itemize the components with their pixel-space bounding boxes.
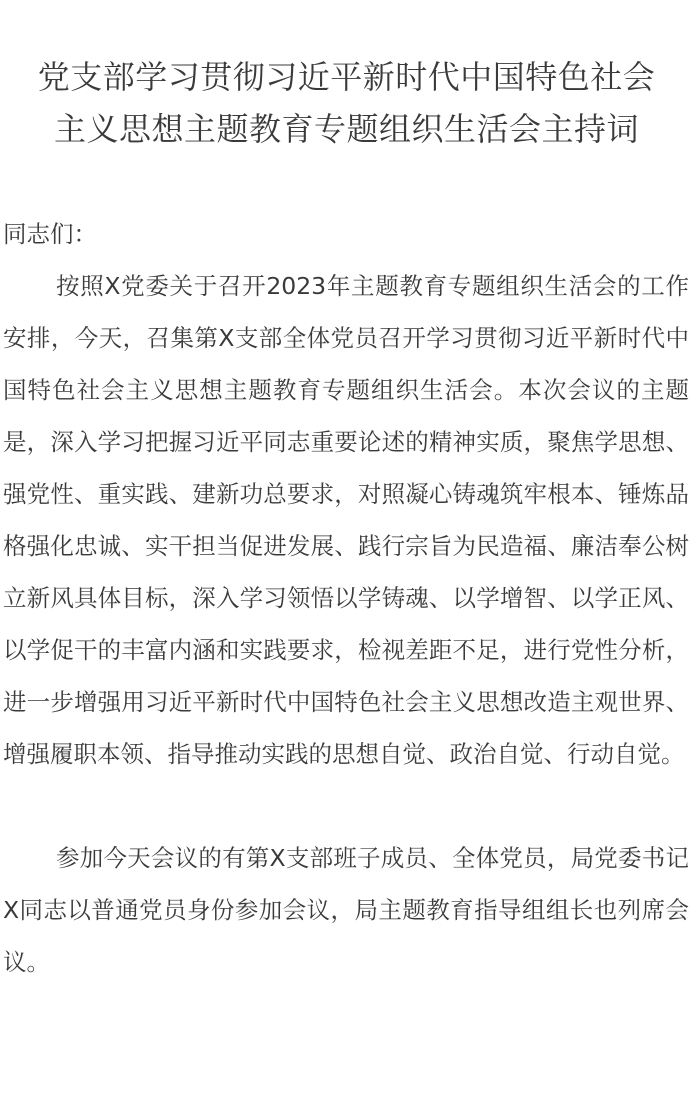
salutation: 同志们： bbox=[3, 220, 97, 248]
title-line-2: 主义思想主题教育专题组织生活会主持词 bbox=[53, 110, 639, 149]
paragraph-attendees: 参加今天会议的有第X支部班子成员、全体党员，局党委书记X同志以普通党员身份参加会议，局主题教育指导组组长也列席会议。 bbox=[3, 844, 689, 976]
paragraph-opening: 按照X党委关于召开2023年主题教育专题组织生活会的工作安排，今天，召集第X支部全体党员召开学习贯彻习近平新时代中国特色社会主义思想主题教育专题组织生活会。本次会议的主题是，深入学习把握习近平同志重要论述的精神实质，聚焦学思想、强党性、重实践、建新功总要求，对照凝心铸魂筑牢根本、锤炼品格强化忠诚、实干担当促进发展、践行宗旨为民造福、廉洁奉公树立新风具体目标，深入学习领悟以学铸魂、以学增智、以学正风、以学促干的丰富内涵和实践要求，检视差距不足，进行党性分析，进一步增强用习近平新时代中国特色社会主义思想改造主观世界、增强履职本领、指导推动实践的思想自觉、政治自觉、行动自觉。 bbox=[3, 272, 689, 768]
document-title bbox=[0, 51, 693, 155]
document-body bbox=[3, 208, 689, 988]
title-line-1: 党支部学习贯彻习近平新时代中国特色社会 bbox=[37, 58, 656, 97]
paragraph-spacer bbox=[3, 780, 689, 832]
